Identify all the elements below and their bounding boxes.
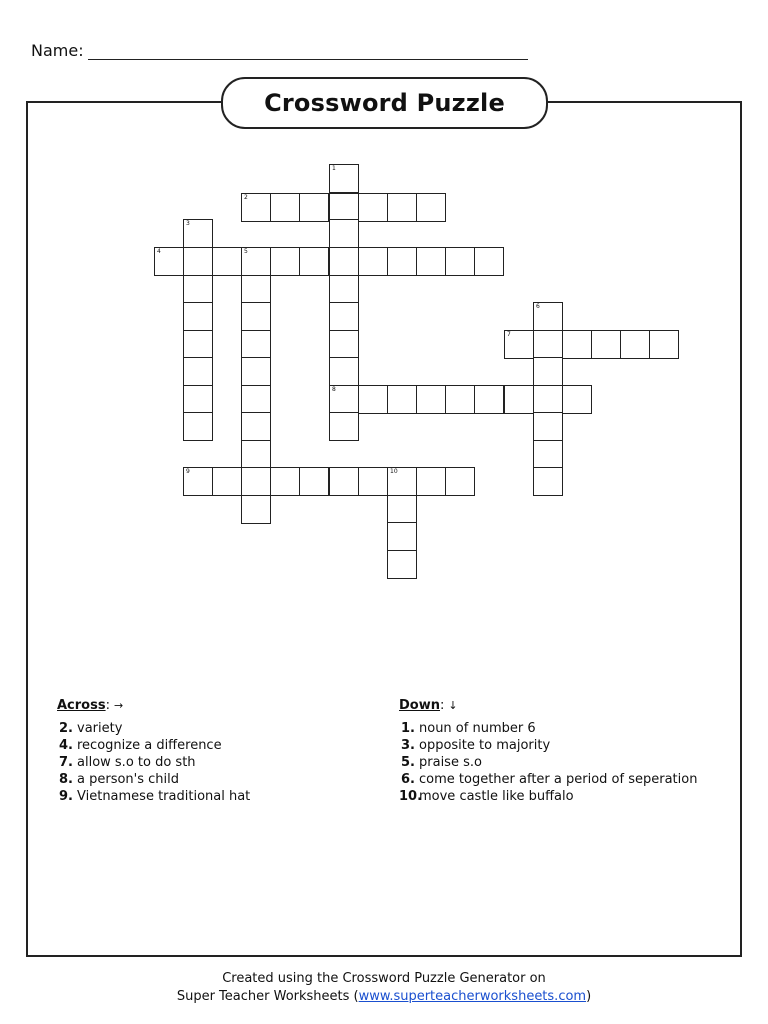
grid-cell[interactable] xyxy=(329,193,359,222)
grid-cell[interactable] xyxy=(358,385,388,414)
grid-cell[interactable] xyxy=(504,385,534,414)
grid-cell[interactable] xyxy=(474,247,504,276)
title-box xyxy=(221,77,548,129)
clue-text: come together after a period of seperation xyxy=(419,772,698,787)
grid-cell[interactable] xyxy=(504,330,534,359)
down-heading: Down xyxy=(399,698,440,713)
clue-text: allow s.o to do sth xyxy=(77,755,196,770)
grid-cell[interactable] xyxy=(183,330,213,359)
heading-colon: : xyxy=(440,698,445,713)
grid-cell[interactable] xyxy=(241,275,271,304)
grid-cell[interactable] xyxy=(533,302,563,331)
grid-cell[interactable] xyxy=(416,385,446,414)
cell-number: 2 xyxy=(244,194,248,201)
grid-cell[interactable] xyxy=(183,467,213,496)
grid-cell[interactable] xyxy=(358,193,388,222)
grid-cell[interactable] xyxy=(329,247,359,276)
grid-cell[interactable] xyxy=(387,495,417,524)
grid-cell[interactable] xyxy=(329,385,359,414)
grid-cell[interactable] xyxy=(212,467,242,496)
grid-cell[interactable] xyxy=(474,385,504,414)
clue-item xyxy=(399,737,697,754)
grid-cell[interactable] xyxy=(445,385,475,414)
clue-text: praise s.o xyxy=(419,755,482,770)
grid-cell[interactable] xyxy=(533,357,563,386)
grid-cell[interactable] xyxy=(183,357,213,386)
clue-text: Vietnamese traditional hat xyxy=(77,789,251,804)
grid-cell[interactable] xyxy=(270,193,300,222)
footer-prefix: Super Teacher Worksheets ( xyxy=(176,989,359,1004)
grid-cell[interactable] xyxy=(329,302,359,331)
grid-cell[interactable] xyxy=(241,330,271,359)
grid-cell[interactable] xyxy=(241,247,271,276)
cell-number: 8 xyxy=(332,386,336,393)
footer xyxy=(0,970,768,1006)
clue-item xyxy=(57,737,250,754)
grid-cell[interactable] xyxy=(329,330,359,359)
clue-item xyxy=(57,754,250,771)
cell-number: 9 xyxy=(186,468,190,475)
grid-cell[interactable] xyxy=(183,247,213,276)
clue-number: 9. xyxy=(59,789,73,804)
clue-item xyxy=(57,788,250,805)
clue-number: 3. xyxy=(401,738,415,753)
across-heading-row xyxy=(57,697,250,714)
grid-cell[interactable] xyxy=(533,385,563,414)
website-link[interactable]: www.superteacherworksheets.com xyxy=(358,989,587,1004)
grid-cell[interactable] xyxy=(270,247,300,276)
grid-cell[interactable] xyxy=(329,219,359,248)
grid-cell[interactable] xyxy=(241,357,271,386)
grid-cell[interactable] xyxy=(445,247,475,276)
down-clues xyxy=(399,697,697,805)
grid-cell[interactable] xyxy=(183,275,213,304)
grid-cell[interactable] xyxy=(241,495,271,524)
grid-cell[interactable] xyxy=(387,247,417,276)
footer-suffix: ) xyxy=(586,989,592,1004)
clue-number: 2. xyxy=(59,721,73,736)
grid-cell[interactable] xyxy=(649,330,679,359)
grid-cell[interactable] xyxy=(329,357,359,386)
grid-cell[interactable] xyxy=(387,385,417,414)
grid-cell[interactable] xyxy=(416,467,446,496)
grid-cell[interactable] xyxy=(241,385,271,414)
across-heading: Across xyxy=(57,698,106,713)
grid-cell[interactable] xyxy=(241,193,271,222)
clue-item xyxy=(399,754,697,771)
cell-number: 7 xyxy=(507,331,511,338)
grid-cell[interactable] xyxy=(387,467,417,496)
page-title: Crossword Puzzle xyxy=(264,89,505,117)
grid-cell[interactable] xyxy=(387,550,417,579)
grid-cell[interactable] xyxy=(329,412,359,441)
grid-cell[interactable] xyxy=(329,164,359,193)
clue-number: 5. xyxy=(401,755,415,770)
grid-cell[interactable] xyxy=(387,522,417,551)
grid-cell[interactable] xyxy=(241,412,271,441)
clue-text: recognize a difference xyxy=(77,738,222,753)
clue-item xyxy=(399,788,697,805)
grid-cell[interactable] xyxy=(358,247,388,276)
name-row xyxy=(31,38,528,60)
grid-cell[interactable] xyxy=(591,330,621,359)
clue-item xyxy=(57,771,250,788)
grid-cell[interactable] xyxy=(299,467,329,496)
clue-number: 1. xyxy=(401,721,415,736)
grid-cell[interactable] xyxy=(533,412,563,441)
arrow-down-icon: ↓ xyxy=(448,699,458,712)
clue-item xyxy=(399,771,697,788)
grid-cell[interactable] xyxy=(183,302,213,331)
heading-colon: : xyxy=(105,698,110,713)
grid-cell[interactable] xyxy=(270,467,300,496)
grid-cell[interactable] xyxy=(329,467,359,496)
grid-cell[interactable] xyxy=(241,302,271,331)
cell-number: 3 xyxy=(186,220,190,227)
cell-number: 1 xyxy=(332,165,336,172)
clue-number: 6. xyxy=(401,772,415,787)
cell-number: 6 xyxy=(536,303,540,310)
down-heading-row xyxy=(399,697,697,714)
grid-cell[interactable] xyxy=(387,193,417,222)
grid-cell[interactable] xyxy=(533,467,563,496)
grid-cell[interactable] xyxy=(241,440,271,469)
grid-cell[interactable] xyxy=(299,247,329,276)
grid-cell[interactable] xyxy=(416,193,446,222)
clue-item xyxy=(399,720,697,737)
grid-cell[interactable] xyxy=(183,412,213,441)
name-field[interactable] xyxy=(88,45,528,60)
clue-item xyxy=(57,720,250,737)
footer-line-2 xyxy=(0,988,768,1006)
grid-cell[interactable] xyxy=(241,467,271,496)
cell-number: 5 xyxy=(244,248,248,255)
grid-cell[interactable] xyxy=(329,275,359,304)
grid-cell[interactable] xyxy=(183,219,213,248)
cell-number: 4 xyxy=(157,248,161,255)
grid-cell[interactable] xyxy=(212,247,242,276)
across-clues xyxy=(57,697,250,805)
grid-cell[interactable] xyxy=(299,193,329,222)
grid-cell[interactable] xyxy=(562,385,592,414)
grid-cell[interactable] xyxy=(533,330,563,359)
footer-line-1: Created using the Crossword Puzzle Generator on xyxy=(222,971,546,986)
grid-cell[interactable] xyxy=(416,247,446,276)
clue-number: 4. xyxy=(59,738,73,753)
clue-number: 10. xyxy=(399,789,423,804)
grid-cell[interactable] xyxy=(620,330,650,359)
clue-number: 7. xyxy=(59,755,73,770)
grid-cell[interactable] xyxy=(445,467,475,496)
clue-text: a person's child xyxy=(77,772,180,787)
clue-text: variety xyxy=(77,721,123,736)
clue-text: move castle like buffalo xyxy=(419,789,574,804)
grid-cell[interactable] xyxy=(533,440,563,469)
puzzle-frame xyxy=(26,101,742,957)
arrow-right-icon: → xyxy=(113,699,124,712)
grid-cell[interactable] xyxy=(562,330,592,359)
clue-text: opposite to majority xyxy=(419,738,551,753)
name-label: Name: xyxy=(31,41,84,60)
clue-text: noun of number 6 xyxy=(419,721,536,736)
grid-cell[interactable] xyxy=(358,467,388,496)
grid-cell[interactable] xyxy=(183,385,213,414)
cell-number: 10 xyxy=(390,468,398,475)
grid-cell[interactable] xyxy=(154,247,184,276)
clue-number: 8. xyxy=(59,772,73,787)
